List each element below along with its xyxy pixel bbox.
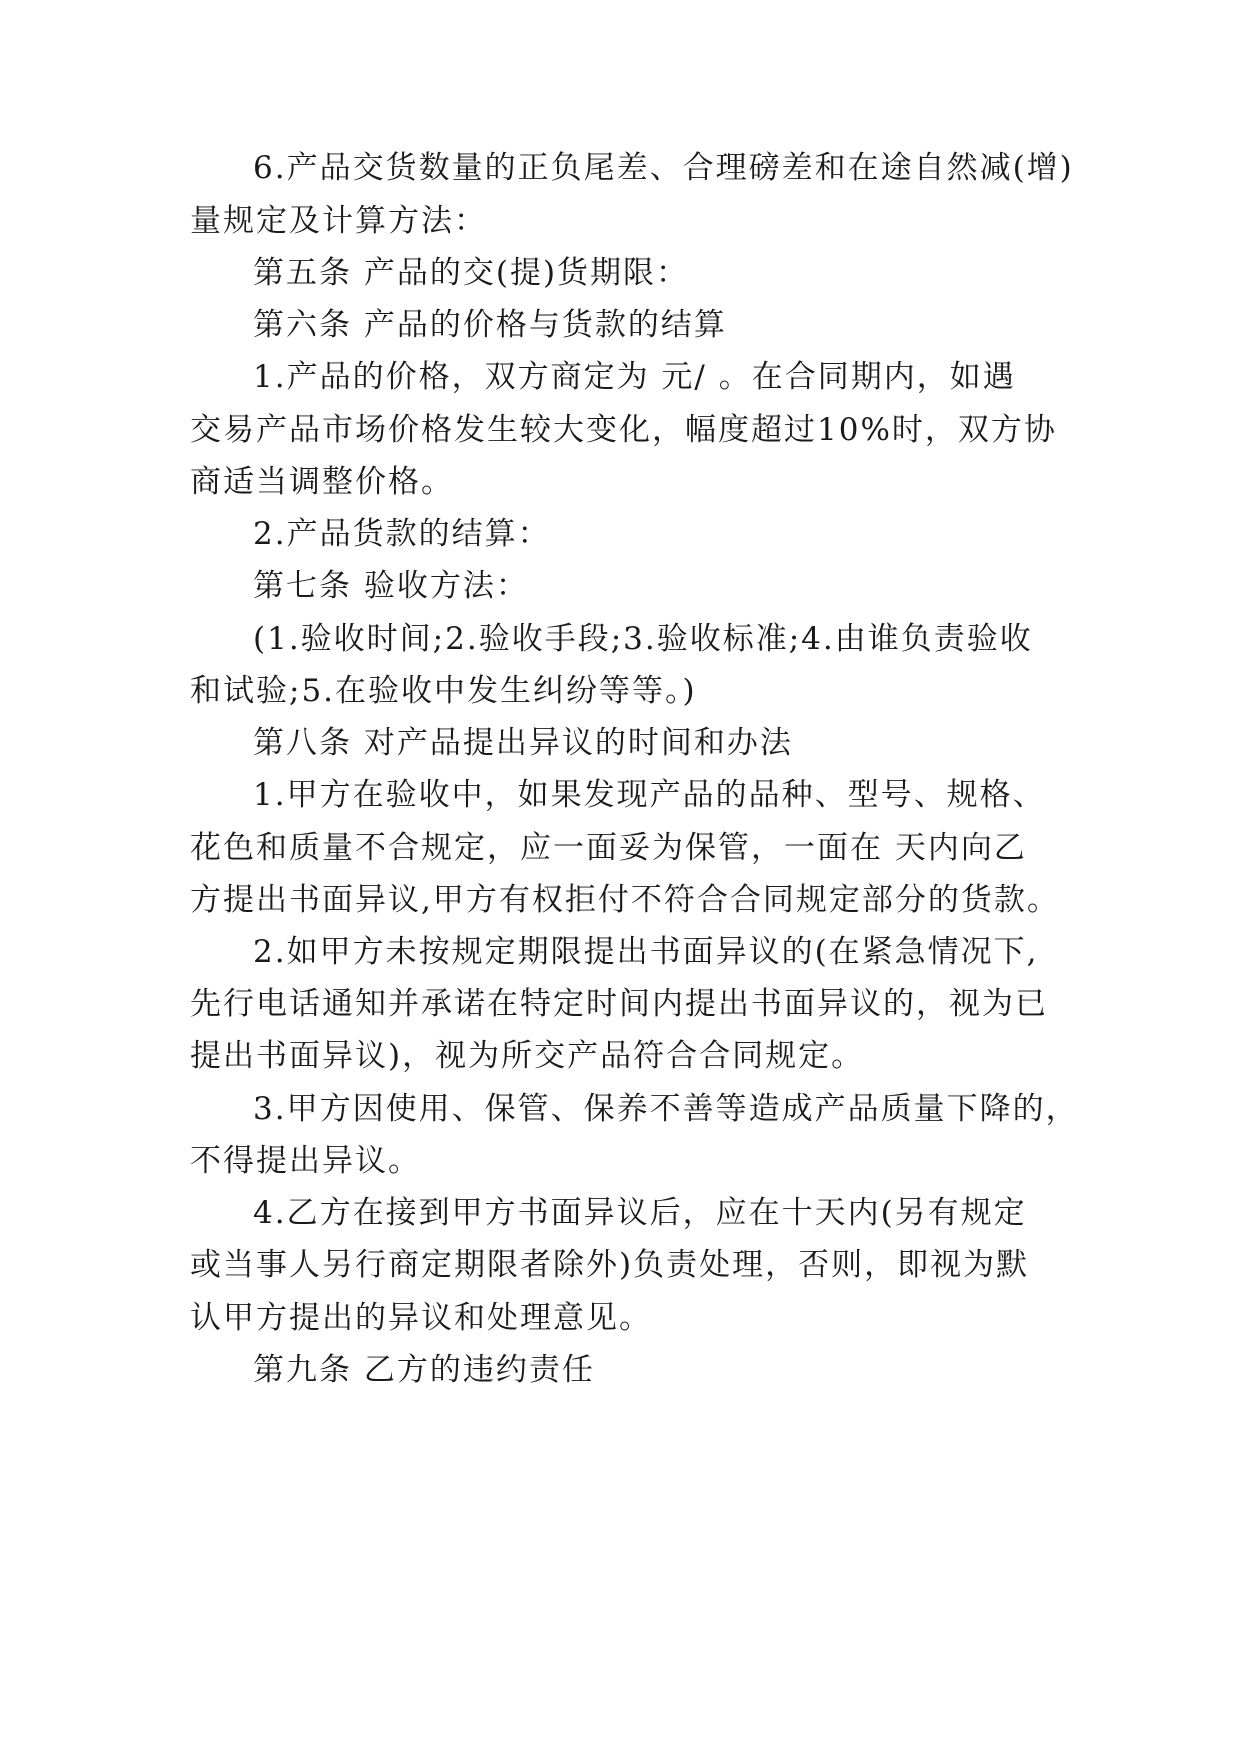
text-line: 1.产品的价格，双方商定为 元/ 。在合同期内，如遇	[253, 359, 1016, 395]
text-line: 提出书面异议)，视为所交产品符合合同规定。	[190, 1038, 865, 1074]
text-line: 交易产品市场价格发生较大变化，幅度超过10%时，双方协	[190, 412, 1057, 448]
text-line: 商适当调整价格。	[190, 464, 454, 500]
text-line: 量规定及计算方法：	[190, 203, 487, 239]
text-line: (1.验收时间;2.验收手段;3.验收标准;4.由谁负责验收	[253, 621, 1033, 657]
text-line: 方提出书面异议,甲方有权拒付不符合合同规定部分的货款。	[190, 882, 1060, 918]
text-line: 认甲方提出的异议和处理意见。	[190, 1300, 652, 1336]
text-line: 花色和质量不合规定，应一面妥为保管，一面在 天内向乙	[190, 830, 1027, 866]
clause-heading: 第八条 对产品提出异议的时间和办法	[253, 725, 793, 761]
text-line: 6.产品交货数量的正负尾差、合理磅差和在途自然减(增)	[253, 150, 1074, 186]
text-line: 或当事人另行商定期限者除外)负责处理，否则，即视为默	[190, 1247, 1030, 1283]
text-line: 1.甲方在验收中，如果发现产品的品种、型号、规格、	[253, 777, 1046, 813]
text-line: 3.甲方因使用、保管、保养不善等造成产品质量下降的，	[253, 1091, 1079, 1127]
clause-heading: 第五条 产品的交(提)货期限：	[253, 255, 690, 291]
clause-heading: 第九条 乙方的违约责任	[253, 1352, 595, 1388]
text-line: 和试验;5.在验收中发生纠纷等等。)	[190, 673, 697, 709]
text-line: 2.产品货款的结算：	[253, 516, 551, 552]
text-line: 4.乙方在接到甲方书面异议后，应在十天内(另有规定	[253, 1195, 1027, 1231]
clause-heading: 第七条 验收方法：	[253, 568, 529, 604]
clause-heading: 第六条 产品的价格与货款的结算	[253, 307, 727, 343]
text-line: 不得提出异议。	[190, 1143, 421, 1179]
text-line: 先行电话通知并承诺在特定时间内提出书面异议的，视为已	[190, 986, 1048, 1022]
text-line: 2.如甲方未按规定期限提出书面异议的(在紧急情况下,	[253, 934, 1039, 970]
